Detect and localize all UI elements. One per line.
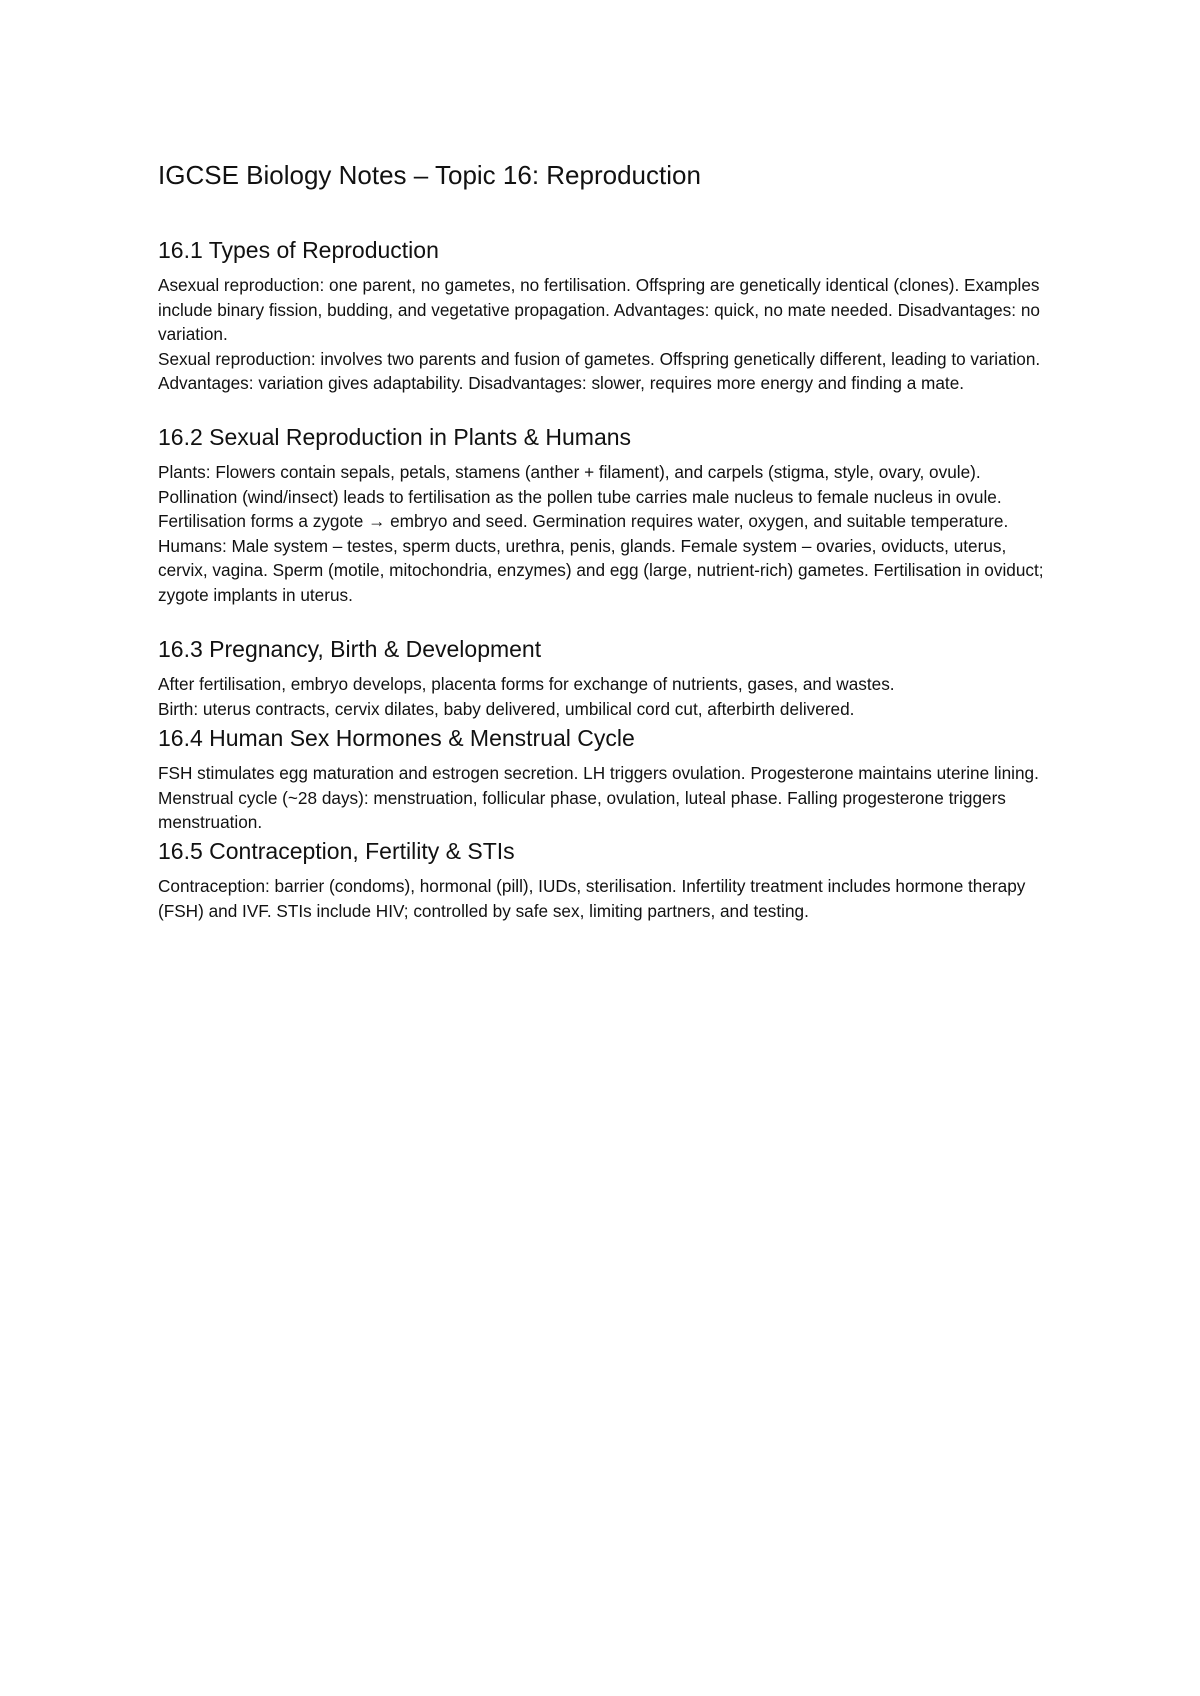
section-types-of-reproduction [158, 235, 1058, 396]
section-heading: 16.3 Pregnancy, Birth & Development [158, 636, 542, 662]
paragraph-contraception: Contraception: barrier (condoms), hormonal (pill), IUDs, sterilisation. Infertility treatment includes hormone therapy (FSH) and IVF. STIs include HIV; controlled by safe sex, limiting partners, and testing. [158, 876, 1026, 921]
paragraph-birth: Birth: uterus contracts, cervix dilates, baby delivered, umbilical cord cut, afterbirth delivered. [158, 698, 855, 719]
section-heading: 16.4 Human Sex Hormones & Menstrual Cycle [158, 725, 635, 751]
section-heading: 16.2 Sexual Reproduction in Plants & Humans [158, 424, 632, 450]
paragraph-hormones: FSH stimulates egg maturation and estrogen secretion. LH triggers ovulation. Progesterone maintains uterine lining. Menstrual cycle (~28 days): menstruation, follicular phase, ovulation, luteal phase. Falling progesterone triggers menstruation. [158, 763, 1039, 832]
section-pregnancy-birth-development [158, 634, 1058, 721]
section-heading: 16.5 Contraception, Fertility & STIs [158, 838, 515, 864]
paragraph-development: After fertilisation, embryo develops, placenta forms for exchange of nutrients, gases, and wastes. [158, 674, 895, 694]
paragraph-sexual-reproduction: Sexual reproduction: involves two parents and fusion of gametes. Offspring genetically different, leading to variation. Advantages: variation gives adaptability. Disadvantages: slower, requires more energy and finding a mate. [158, 348, 1041, 393]
section-sexual-reproduction-plants-humans [158, 422, 1058, 607]
paragraph-humans: Humans: Male system – testes, sperm ducts, urethra, penis, glands. Female system – ovaries, oviducts, uterus, cervix, vagina. Sperm (motile, mitochondria, enzymes) and egg (large, nutrient-rich) gametes. Fertilisation in oviduct; zygote implants in uterus. [158, 535, 1044, 605]
paragraph-plants: Plants: Flowers contain sepals, petals, stamens (anther + filament), and carpels (stigma, style, ovary, ovule). Pollination (wind/insect) leads to fertilisation as the pollen tube carries male nucleus to female nucleus in ovule. Fertilisation forms a zygote → embryo and seed. Germination requires water, oxygen, and suitable temperature. [158, 462, 1009, 531]
document-title: IGCSE Biology Notes – Topic 16: Reproduction [158, 160, 701, 190]
section-contraception-fertility-stis [158, 836, 1058, 923]
paragraph-asexual-reproduction: Asexual reproduction: one parent, no gametes, no fertilisation. Offspring are genetically identical (clones). Examples include binary fission, budding, and vegetative propagation. Advantages: quick, no mate needed. Disadvantages: no variation. [158, 275, 1040, 344]
section-sex-hormones-menstrual-cycle [158, 723, 1058, 835]
section-heading: 16.1 Types of Reproduction [158, 237, 439, 263]
